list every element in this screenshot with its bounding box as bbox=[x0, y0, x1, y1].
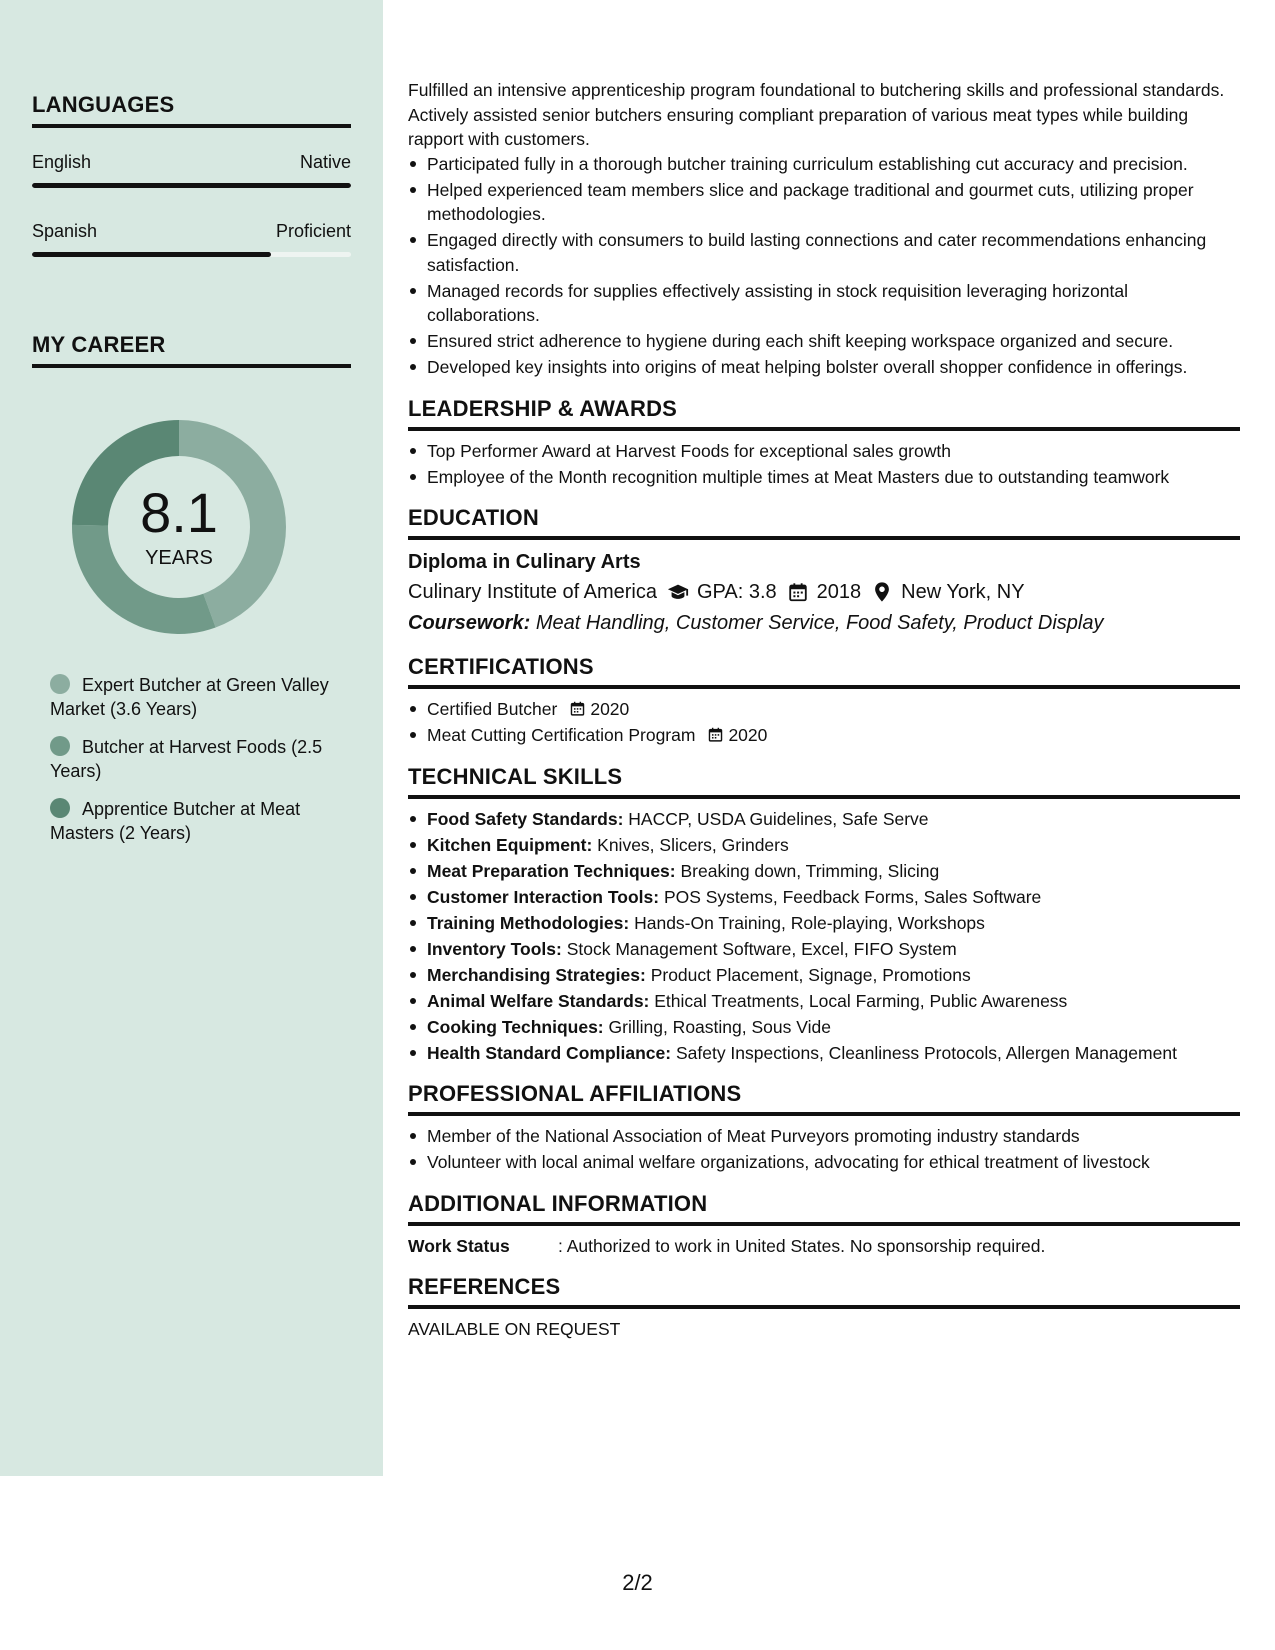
career-unit: YEARS bbox=[145, 546, 213, 569]
skill-label: Kitchen Equipment: bbox=[427, 834, 593, 855]
calendar-icon bbox=[569, 699, 586, 716]
list-item: Employee of the Month recognition multiple times at Meat Masters due to outstanding teamwork bbox=[408, 465, 1240, 490]
calendar-icon bbox=[787, 581, 809, 603]
legend-item bbox=[50, 797, 340, 845]
list-item bbox=[408, 833, 1240, 858]
references-title: REFERENCES bbox=[408, 1274, 1240, 1309]
list-item bbox=[408, 911, 1240, 936]
sidebar bbox=[0, 0, 383, 1476]
skill-label: Animal Welfare Standards: bbox=[427, 990, 650, 1011]
skill-value: Hands-On Training, Role-playing, Workshops bbox=[634, 912, 985, 933]
skill-label: Training Methodologies: bbox=[427, 912, 630, 933]
education-degree: Diploma in Culinary Arts bbox=[408, 551, 641, 573]
certification-name: Certified Butcher bbox=[427, 699, 558, 719]
list-item bbox=[408, 989, 1240, 1014]
skill-label: Food Safety Standards: bbox=[427, 808, 624, 829]
language-fill bbox=[32, 183, 351, 188]
language-bar-english bbox=[32, 183, 351, 188]
skill-label: Cooking Techniques: bbox=[427, 1016, 604, 1037]
education-coursework bbox=[408, 608, 1240, 638]
skill-label: Meat Preparation Techniques: bbox=[427, 860, 676, 881]
leadership-title: LEADERSHIP & AWARDS bbox=[408, 396, 1240, 431]
affiliations-list bbox=[408, 1124, 1240, 1175]
leadership-list bbox=[408, 439, 1240, 490]
list-item: Developed key insights into origins of meat helping bolster overall shopper confidence in offerings. bbox=[408, 355, 1240, 380]
skill-label: Merchandising Strategies: bbox=[427, 964, 646, 985]
education-title: EDUCATION bbox=[408, 505, 1240, 540]
language-name: Spanish bbox=[32, 221, 98, 241]
skills-list bbox=[408, 807, 1240, 1066]
references-text: AVAILABLE ON REQUEST bbox=[408, 1318, 621, 1339]
skill-label: Health Standard Compliance: bbox=[427, 1042, 672, 1063]
skill-value: HACCP, USDA Guidelines, Safe Serve bbox=[628, 808, 929, 829]
career-total: 8.1 bbox=[140, 480, 218, 544]
list-item: Helped experienced team members slice and package traditional and gourmet cuts, utilizing proper methodologies. bbox=[408, 178, 1240, 227]
graduation-cap-icon bbox=[667, 581, 689, 603]
certifications-list bbox=[408, 697, 1240, 748]
list-item bbox=[408, 859, 1240, 884]
list-item: Participated fully in a thorough butcher training curriculum establishing cut accuracy and precision. bbox=[408, 152, 1240, 177]
skill-value: Safety Inspections, Cleanliness Protocols, Allergen Management bbox=[675, 1042, 1177, 1063]
legend-item bbox=[50, 735, 340, 783]
education-details bbox=[408, 576, 1240, 608]
list-item bbox=[408, 807, 1240, 832]
list-item: Ensured strict adherence to hygiene during each shift keeping workspace organized and secure. bbox=[408, 329, 1240, 354]
list-item: Member of the National Association of Meat Purveyors promoting industry standards bbox=[408, 1124, 1240, 1149]
work-status-row bbox=[408, 1234, 1240, 1258]
language-fill bbox=[32, 252, 271, 257]
coursework-list: Meat Handling, Customer Service, Food Safety, Product Display bbox=[535, 612, 1104, 634]
skill-value: Knives, Slicers, Grinders bbox=[597, 834, 789, 855]
career-donut bbox=[66, 414, 292, 640]
legend-dot bbox=[50, 798, 70, 818]
language-row-spanish bbox=[32, 221, 351, 242]
language-level: Native bbox=[299, 152, 351, 172]
list-item: Top Performer Award at Harvest Foods for exceptional sales growth bbox=[408, 439, 1240, 464]
skill-value: Ethical Treatments, Local Farming, Public Awareness bbox=[654, 990, 1068, 1011]
skill-value: Product Placement, Signage, Promotions bbox=[650, 964, 971, 985]
list-item: Engaged directly with consumers to build lasting connections and cater recommendations enhancing satisfaction. bbox=[408, 228, 1240, 277]
education-location: New York, NY bbox=[901, 581, 1025, 603]
affiliations-title: PROFESSIONAL AFFILIATIONS bbox=[408, 1081, 1240, 1116]
list-item bbox=[408, 723, 1240, 748]
language-row-english bbox=[32, 152, 351, 173]
skill-value: Stock Management Software, Excel, FIFO System bbox=[566, 938, 957, 959]
languages-title: LANGUAGES bbox=[32, 92, 351, 128]
experience-bullets bbox=[408, 152, 1240, 380]
list-item bbox=[408, 937, 1240, 962]
skill-value: Grilling, Roasting, Sous Vide bbox=[608, 1016, 831, 1037]
education-gpa: GPA: 3.8 bbox=[697, 581, 777, 603]
list-item: Volunteer with local animal welfare organizations, advocating for ethical treatment of livestock bbox=[408, 1150, 1240, 1175]
legend-dot bbox=[50, 736, 70, 756]
skill-label: Customer Interaction Tools: bbox=[427, 886, 660, 907]
main-content bbox=[408, 78, 1240, 1341]
page-number: 2/2 bbox=[622, 1570, 653, 1595]
skill-value: Breaking down, Trimming, Slicing bbox=[680, 860, 940, 881]
list-item: Managed records for supplies effectively assisting in stock requisition leveraging horizontal collaborations. bbox=[408, 279, 1240, 328]
list-item bbox=[408, 885, 1240, 910]
coursework-label: Coursework: bbox=[408, 612, 531, 634]
education-school: Culinary Institute of America bbox=[408, 581, 657, 603]
skill-value: POS Systems, Feedback Forms, Sales Software bbox=[663, 886, 1042, 907]
list-item bbox=[408, 697, 1240, 722]
language-name: English bbox=[32, 152, 92, 172]
language-bar-spanish bbox=[32, 252, 351, 257]
calendar-icon bbox=[707, 725, 724, 742]
language-level: Proficient bbox=[275, 221, 351, 241]
certifications-title: CERTIFICATIONS bbox=[408, 654, 1240, 689]
legend-label: Apprentice Butcher at Meat Masters (2 Years) bbox=[50, 799, 301, 843]
certification-name: Meat Cutting Certification Program bbox=[427, 725, 696, 745]
list-item bbox=[408, 963, 1240, 988]
legend-label: Butcher at Harvest Foods (2.5 Years) bbox=[50, 737, 323, 781]
experience-intro: Fulfilled an intensive apprenticeship program foundational to butchering skills and professional standards. Actively assisted senior butchers ensuring compliant preparation of various meat types while building rapport with customers. bbox=[408, 80, 1225, 149]
career-title: MY CAREER bbox=[32, 332, 351, 368]
legend-label: Expert Butcher at Green Valley Market (3.6 Years) bbox=[50, 675, 329, 719]
skills-title: TECHNICAL SKILLS bbox=[408, 764, 1240, 799]
certification-year: 2020 bbox=[590, 699, 630, 719]
legend-item bbox=[50, 673, 340, 721]
certification-year: 2020 bbox=[728, 725, 768, 745]
skill-label: Inventory Tools: bbox=[427, 938, 562, 959]
work-status-value: : Authorized to work in United States. No sponsorship required. bbox=[558, 1235, 1046, 1256]
career-legend bbox=[50, 673, 340, 859]
list-item bbox=[408, 1041, 1240, 1066]
legend-dot bbox=[50, 674, 70, 694]
donut-center bbox=[66, 414, 292, 640]
list-item bbox=[408, 1015, 1240, 1040]
map-pin-icon bbox=[871, 581, 893, 603]
work-status-key: Work Status bbox=[408, 1235, 510, 1256]
additional-info-title: ADDITIONAL INFORMATION bbox=[408, 1191, 1240, 1226]
education-year: 2018 bbox=[816, 581, 862, 603]
